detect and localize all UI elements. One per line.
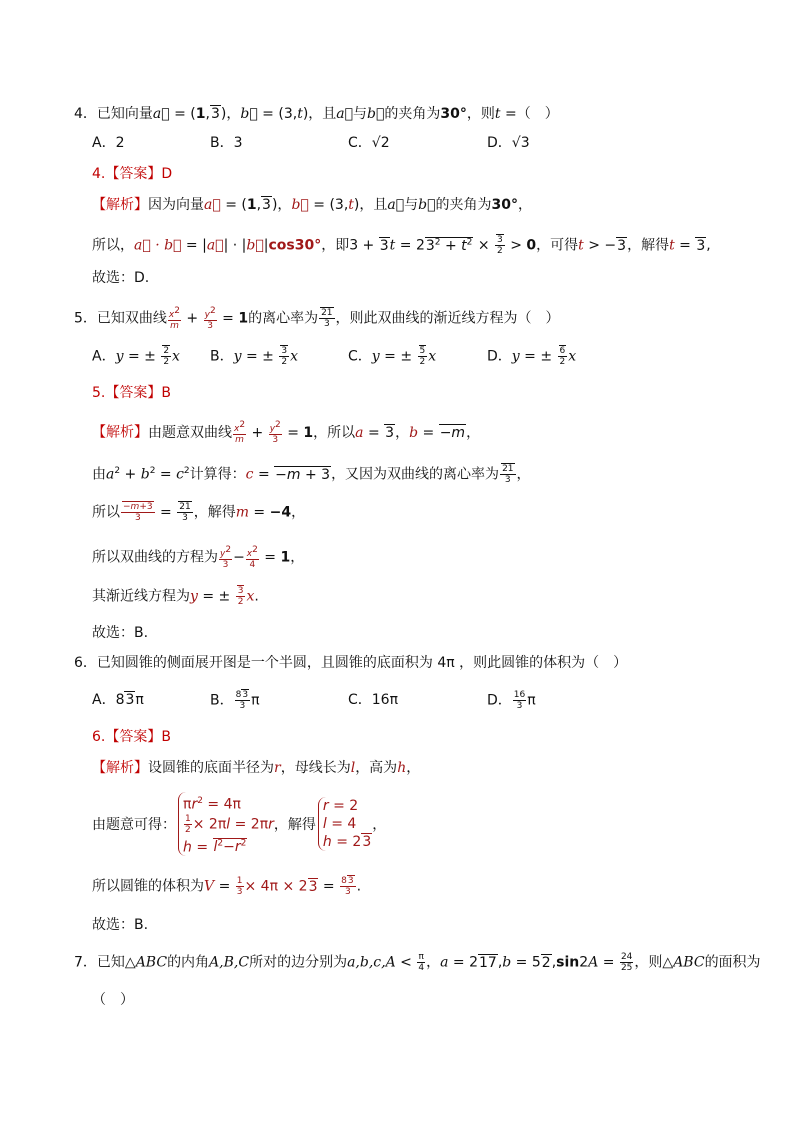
q4-option-c: C．√2 — [348, 135, 390, 151]
q5-option-d: D．y = ± $\frac{6}{2}$ x — [487, 346, 577, 367]
q5-option-c: C．y = ± $\frac{5}{2}$ x — [348, 346, 437, 367]
q7-stem: 7．已知△ABC的内角A,B,C所对的边分别为a,b,c,A < $\frac{\pi}{4}$ ，a = 217,b = 52,sin2A = $\frac{24}{25}$ ，则△ABC的面积为 — [74, 952, 761, 973]
q6-answer: 6.【答案】B — [92, 729, 171, 745]
q4-choice: 故选：D. — [92, 270, 150, 286]
q5-choice: 故选：B. — [92, 625, 149, 641]
q5-option-b: B．y = ± $\frac{3}{2}$ x — [210, 346, 298, 367]
q7-blank: （ ） — [92, 992, 134, 1008]
q5-option-a: A．y = ± $\frac{2}{2}$ x — [92, 346, 180, 367]
q6-analysis-1: 【解析】设圆锥的底面半径为r，母线长为l，高为h， — [92, 760, 421, 776]
q5-analysis-4: 所以双曲线的方程为 $\frac{y^2}{3}$ − $\frac{x^2}{4}$ = 1， — [92, 545, 305, 570]
q5-stem: 5．已知双曲线 $\frac{x^2}{m}$ + $\frac{y^2}{3}$ = 1的离心率为 $\frac{21}{3}$ ，则此双曲线的渐近线方程为（ ） — [74, 306, 560, 331]
q5-analysis-3: 所以 $\frac{-m+3}{3}$ = $\frac{21}{3}$ ，解得m = −4， — [92, 502, 306, 523]
q6-choice: 故选：B. — [92, 917, 149, 933]
q4-stem: 4．已知向量a⃗ = (1,3)，b⃗ = (3,t)，且a⃗与b⃗的夹角为30°，则t =（ ） — [74, 106, 559, 122]
q5-analysis-1: 【解析】由题意双曲线 $\frac{x^2}{m}$ + $\frac{y^2}{3}$ = 1，所以a = 3，b = −m， — [92, 420, 481, 445]
q4-analysis-2: 所以，a⃗ · b⃗ = |a⃗| · |b⃗|cos30°，即$3 + 3t = 23^2 + t^2$ × $\frac{3}{2}$ > 0，可得t > −3，解得t = 3, — [92, 235, 711, 257]
q4-analysis-1: 【解析】因为向量a⃗ = (1,3)，b⃗ = (3,t)，且a⃗与b⃗的夹角为30°， — [92, 197, 532, 213]
q5-analysis-5: 其渐近线方程为y = ± $\frac{3}{2}$ x. — [92, 586, 259, 607]
q4-answer: 4.【答案】D — [92, 166, 173, 182]
q5-answer: 5.【答案】B — [92, 385, 171, 401]
q6-analysis-3: 所以圆锥的体积为V = $\frac{1}{3}$ × 4π × 23 = $\frac{83}{3}$ . — [92, 876, 362, 897]
q6-stem: 6．已知圆锥的侧面展开图是一个半圆，且圆锥的底面积为 4π ，则此圆锥的体积为（ ） — [74, 655, 628, 671]
q6-option-c: C．16π — [348, 692, 399, 708]
q6-analysis-2: 由题意可得： $\pi r^2 = 4\pi$ $\frac{1}{2}$ × 2πl = 2πr $h = l^2-r^2$ ，解得 r = 2 l = 4 h = 23 ， — [92, 792, 386, 856]
q4-option-d: D．√3 — [487, 135, 530, 151]
q6-option-d: D． $\frac{16}{3}$ π — [487, 690, 536, 711]
q4-option-a: A．2 — [92, 135, 125, 151]
q6-option-a: A．83π — [92, 692, 144, 708]
q5-analysis-2: 由$a^2 + b^2 = c^2$计算得：c = −m + 3，又因为双曲线的离心率为 $\frac{21}{3}$ ， — [92, 464, 531, 486]
q6-option-b: B． $\frac{83}{3}$ π — [210, 690, 260, 711]
q4-option-b: B．3 — [210, 135, 243, 151]
